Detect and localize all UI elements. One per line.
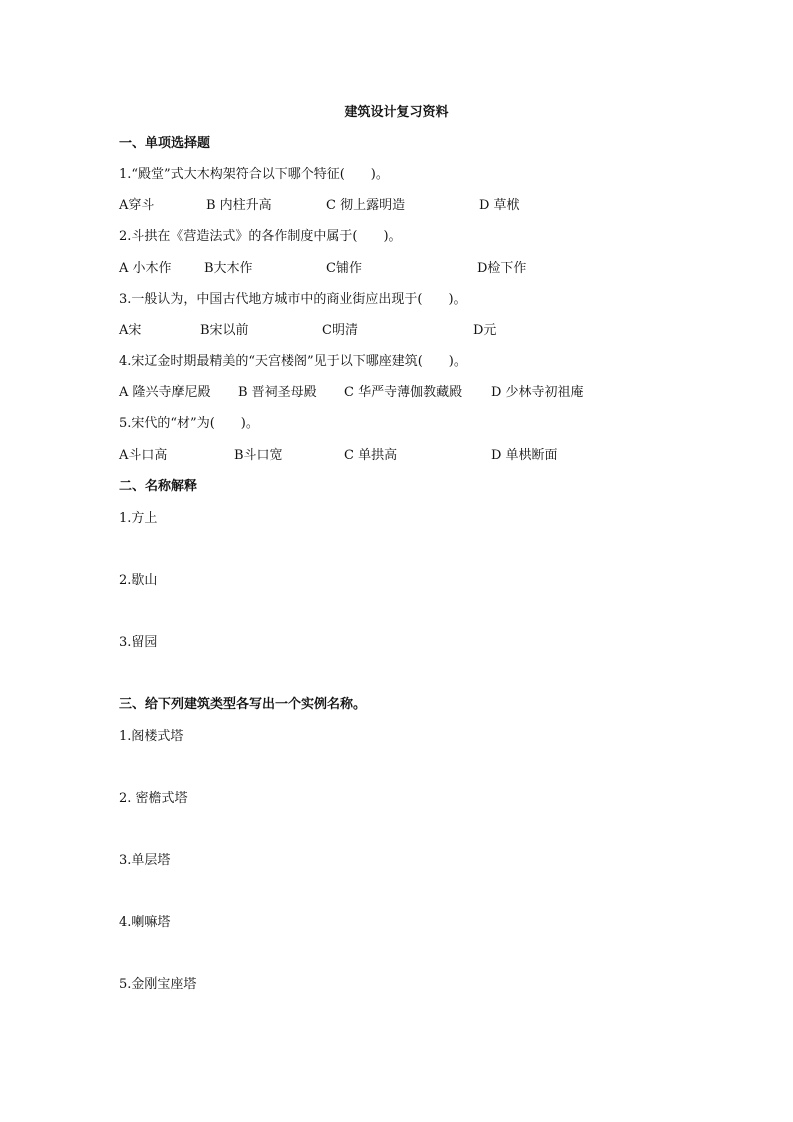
section3-heading: 三、给下列建筑类型各写出一个实例名称。 [119, 697, 367, 712]
q1-option-a: A穿斗 [119, 198, 155, 213]
q2-option-b: B大木作 [204, 261, 253, 276]
document-title: 建筑设计复习资料 [344, 105, 449, 120]
pagoda-type-4: 4.喇嘛塔 [119, 915, 171, 930]
q5-option-d: D 单栱断面 [491, 448, 558, 463]
section2-heading: 二、名称解释 [119, 479, 198, 494]
q3-option-b: B宋以前 [200, 323, 249, 338]
q1-option-c: C 彻上露明造 [326, 198, 406, 213]
section1-heading: 一、单项选择题 [119, 136, 211, 151]
q5-option-c: C 单拱高 [344, 448, 398, 463]
q4-option-b: B 晋祠圣母殿 [238, 385, 317, 400]
q4-option-c: C 华严寺薄伽教藏殿 [344, 385, 463, 400]
q4-option-d: D 少林寺初祖庵 [491, 385, 584, 400]
term-3: 3.留园 [119, 635, 158, 650]
q2-option-c: C铺作 [326, 261, 362, 276]
question-4: 4.宋辽金时期最精美的“天宫楼阁”见于以下哪座建筑( )。 [119, 354, 467, 369]
pagoda-type-3: 3.单层塔 [119, 853, 171, 868]
term-2: 2.歇山 [119, 573, 158, 588]
q1-option-d: D 草栿 [479, 198, 520, 213]
q1-option-b: B 内柱升高 [206, 198, 272, 213]
q2-option-d: D检下作 [477, 261, 527, 276]
q5-option-b: B斗口宽 [234, 448, 283, 463]
term-1: 1.方上 [119, 511, 158, 526]
pagoda-type-5: 5.金刚宝座塔 [119, 977, 197, 992]
pagoda-type-1: 1.阁楼式塔 [119, 729, 184, 744]
question-5: 5.宋代的“材”为( )。 [119, 416, 259, 431]
question-1: 1.“殿堂”式大木构架符合以下哪个特征( )。 [119, 167, 389, 182]
question-3: 3.一般认为，中国古代地方城市中的商业街应出现于( )。 [119, 292, 467, 307]
question-2: 2.斗拱在《营造法式》的各作制度中属于( )。 [119, 229, 402, 244]
q2-option-a: A 小木作 [119, 261, 172, 276]
q3-option-a: A宋 [119, 323, 142, 338]
q4-option-a: A 隆兴寺摩尼殿 [119, 385, 211, 400]
q3-option-c: C明清 [322, 323, 358, 338]
q3-option-d: D元 [473, 323, 497, 338]
q5-option-a: A斗口高 [119, 448, 168, 463]
pagoda-type-2: 2. 密檐式塔 [119, 791, 188, 806]
